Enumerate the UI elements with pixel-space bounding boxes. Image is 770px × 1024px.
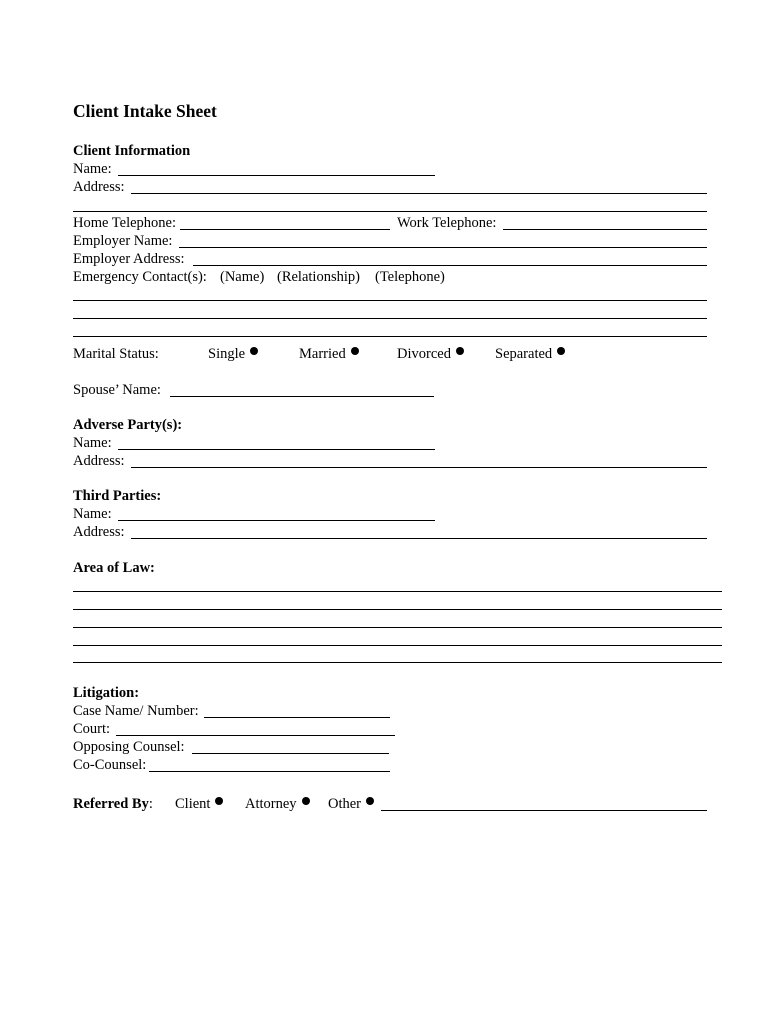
marital-option-married[interactable]: [299, 345, 359, 363]
area-of-law-line-5[interactable]: [73, 662, 722, 663]
client-address-label: Address:: [73, 179, 125, 195]
area-of-law-line-3[interactable]: [73, 627, 722, 628]
employer-address-label: Employer Address:: [73, 251, 185, 267]
home-phone-label: Home Telephone:: [73, 215, 177, 231]
client-name-label: Name:: [73, 161, 112, 177]
emergency-contact-line-2[interactable]: [73, 318, 707, 319]
adverse-party-heading: Adverse Party(s):: [73, 417, 183, 433]
home-phone-field[interactable]: [180, 229, 390, 230]
area-of-law-line-4[interactable]: [73, 645, 722, 646]
work-phone-field[interactable]: [503, 229, 707, 230]
co-counsel-field[interactable]: [149, 771, 390, 772]
referred-option-attorney[interactable]: [245, 795, 310, 813]
adverse-address-field[interactable]: [131, 467, 707, 468]
spouse-name-label: Spouse’ Name:: [73, 382, 161, 398]
referred-other-field[interactable]: [381, 810, 707, 811]
marital-option-label: Married: [299, 346, 346, 362]
emergency-col-telephone: (Telephone): [375, 269, 445, 285]
adverse-address-label: Address:: [73, 453, 125, 469]
case-name-label: Case Name/ Number:: [73, 703, 199, 719]
referred-option-label: Client: [175, 796, 211, 812]
radio-dot-icon[interactable]: [456, 347, 464, 355]
radio-dot-icon[interactable]: [302, 797, 310, 805]
client-info-heading: Client Information: [73, 143, 191, 159]
marital-status-label: Marital Status:: [73, 346, 159, 362]
third-parties-heading: Third Parties:: [73, 488, 162, 504]
area-of-law-line-2[interactable]: [73, 609, 722, 610]
marital-option-single[interactable]: [208, 345, 258, 363]
adverse-name-label: Name:: [73, 435, 112, 451]
marital-option-divorced[interactable]: [397, 345, 464, 363]
referred-option-label: Attorney: [245, 796, 297, 812]
referred-option-other[interactable]: [328, 795, 374, 813]
referred-by-label: [73, 795, 153, 813]
spouse-name-field[interactable]: [170, 396, 434, 397]
area-of-law-heading: Area of Law:: [73, 560, 155, 576]
opposing-counsel-label: Opposing Counsel:: [73, 739, 185, 755]
court-field[interactable]: [116, 735, 395, 736]
opposing-counsel-field[interactable]: [192, 753, 389, 754]
emergency-col-relationship: (Relationship): [277, 269, 360, 285]
referred-option-label: Other: [328, 796, 362, 812]
litigation-heading: Litigation:: [73, 685, 140, 701]
marital-option-label: Divorced: [397, 346, 451, 362]
co-counsel-label: Co-Counsel:: [73, 757, 147, 773]
third-name-label: Name:: [73, 506, 112, 522]
radio-dot-icon[interactable]: [557, 347, 565, 355]
radio-dot-icon[interactable]: [351, 347, 359, 355]
emergency-contact-line-3[interactable]: [73, 336, 707, 337]
referred-by-colon: :: [148, 796, 153, 812]
emergency-col-name: (Name): [220, 269, 265, 285]
radio-dot-icon[interactable]: [215, 797, 223, 805]
emergency-contact-label: Emergency Contact(s):: [73, 269, 207, 285]
case-name-field[interactable]: [204, 717, 390, 718]
referred-option-client[interactable]: [175, 795, 223, 813]
referred-by-text: Referred By: [73, 796, 149, 812]
court-label: Court:: [73, 721, 111, 737]
employer-name-field[interactable]: [179, 247, 707, 248]
marital-option-separated[interactable]: [495, 345, 565, 363]
client-address-field-line2[interactable]: [73, 211, 707, 212]
employer-address-field[interactable]: [193, 265, 707, 266]
radio-dot-icon[interactable]: [366, 797, 374, 805]
page-title: Client Intake Sheet: [73, 101, 217, 121]
radio-dot-icon[interactable]: [250, 347, 258, 355]
client-name-field[interactable]: [118, 175, 435, 176]
client-address-field[interactable]: [131, 193, 707, 194]
marital-option-label: Single: [208, 346, 246, 362]
third-address-label: Address:: [73, 524, 125, 540]
employer-name-label: Employer Name:: [73, 233, 173, 249]
third-address-field[interactable]: [131, 538, 707, 539]
area-of-law-line-1[interactable]: [73, 591, 722, 592]
work-phone-label: Work Telephone:: [397, 215, 497, 231]
third-name-field[interactable]: [118, 520, 435, 521]
emergency-contact-line-1[interactable]: [73, 300, 707, 301]
marital-option-label: Separated: [495, 346, 553, 362]
adverse-name-field[interactable]: [118, 449, 435, 450]
